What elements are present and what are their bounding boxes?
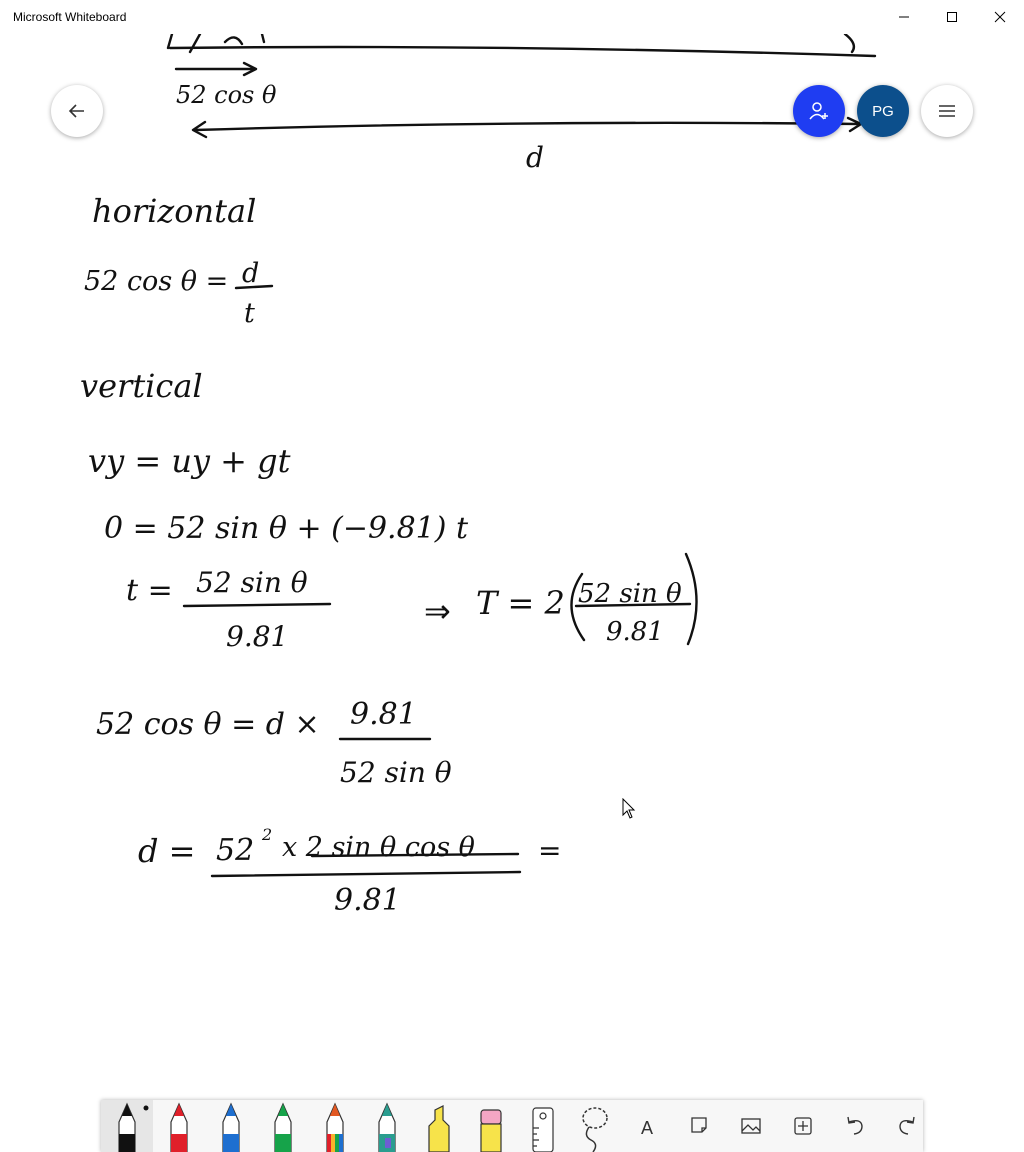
pen-icon <box>153 1100 205 1152</box>
close-button[interactable] <box>976 0 1024 34</box>
lasso-select-tool[interactable] <box>569 1100 621 1152</box>
invite-button[interactable] <box>793 85 845 137</box>
equation-3-num: 52 sin θ <box>196 566 308 599</box>
plus-box-icon <box>777 1100 829 1152</box>
horizontal-eq-den: t <box>244 298 255 329</box>
eraser-icon <box>465 1100 517 1152</box>
image-tool[interactable] <box>725 1100 777 1152</box>
maximize-icon <box>946 11 958 23</box>
user-avatar[interactable] <box>857 85 909 137</box>
horizontal-heading: horizontal <box>92 192 257 230</box>
undo-icon <box>829 1100 881 1152</box>
pen-icon <box>257 1100 309 1152</box>
blue-pen-tool[interactable] <box>205 1100 257 1152</box>
close-icon <box>994 11 1006 23</box>
whiteboard-canvas[interactable] <box>0 34 1024 1152</box>
galaxy-pen-tool[interactable] <box>361 1100 413 1152</box>
title-bar <box>0 0 1024 34</box>
menu-button[interactable] <box>921 85 973 137</box>
green-pen-tool[interactable] <box>257 1100 309 1152</box>
lasso-icon <box>569 1100 621 1152</box>
horizontal-eq-lhs: 52 cos θ = <box>84 266 229 297</box>
redo-icon <box>881 1100 933 1152</box>
hamburger-menu-icon <box>937 101 957 121</box>
close-paren <box>686 554 697 644</box>
black-pen-tool[interactable] <box>101 1100 153 1152</box>
insert-tool[interactable] <box>777 1100 829 1152</box>
inking-toolbar <box>101 1100 923 1152</box>
pen-icon <box>101 1100 153 1152</box>
equation-4-lhs: T = 2 <box>476 584 565 622</box>
line-top-label: 52 cos θ <box>176 81 277 109</box>
redo-button[interactable] <box>881 1100 933 1152</box>
equation-6-lhs: d = <box>138 832 196 870</box>
equation-5-num: 9.81 <box>350 697 417 732</box>
image-icon <box>725 1100 777 1152</box>
mouse-cursor-icon <box>622 798 638 822</box>
ink-layer <box>0 34 1024 1152</box>
eraser-tool[interactable] <box>465 1100 517 1152</box>
equation-6-num-a: 52 <box>216 833 255 868</box>
equation-3-den: 9.81 <box>226 620 289 653</box>
minimize-button[interactable] <box>880 0 928 34</box>
pen-icon <box>309 1100 361 1152</box>
equation-2: 0 = 52 sin θ + (−9.81) t <box>104 511 469 546</box>
ruler-icon <box>517 1100 569 1152</box>
maximize-button[interactable] <box>928 0 976 34</box>
pen-icon <box>205 1100 257 1152</box>
horizontal-eq-num: d <box>242 258 260 289</box>
red-pen-tool[interactable] <box>153 1100 205 1152</box>
avatar-initials: PG <box>872 102 894 120</box>
arrow-left-icon <box>67 101 87 121</box>
text-tool[interactable] <box>621 1100 673 1152</box>
projectile-diagram <box>168 34 875 174</box>
vertical-heading: vertical <box>80 367 203 405</box>
equation-5-lhs: 52 cos θ = d × <box>96 707 320 742</box>
distance-label: d <box>526 141 544 174</box>
implies-arrow: ⇒ <box>424 592 451 630</box>
add-person-icon <box>808 100 830 122</box>
text-tool-glyph: A <box>640 1118 654 1138</box>
window-controls <box>880 0 1024 34</box>
rainbow-pen-tool[interactable] <box>309 1100 361 1152</box>
equation-6-den: 9.81 <box>334 883 401 918</box>
window-title: Microsoft Whiteboard <box>13 10 127 24</box>
equation-3-lhs: t = <box>126 573 173 608</box>
highlighter-tool[interactable] <box>413 1100 465 1152</box>
back-button[interactable] <box>51 85 103 137</box>
equation-6-num-b: x 2 sin θ cos θ <box>282 832 475 863</box>
minimize-icon <box>898 11 910 23</box>
sticky-note-icon <box>673 1100 725 1152</box>
equation-4-num: 52 sin θ <box>578 579 682 609</box>
equation-5-den: 52 sin θ <box>340 756 452 789</box>
fraction-bar <box>184 604 330 606</box>
highlighter-icon <box>413 1100 465 1152</box>
equation-4-den: 9.81 <box>606 617 664 647</box>
pen-icon <box>361 1100 413 1152</box>
note-tool[interactable] <box>673 1100 725 1152</box>
undo-button[interactable] <box>829 1100 881 1152</box>
equation-6-tail: = <box>538 834 562 867</box>
equation-6-exponent: 2 <box>262 825 273 844</box>
ruler-tool[interactable] <box>517 1100 569 1152</box>
text-icon <box>621 1100 673 1152</box>
equation-1: vy = uy + gt <box>88 442 291 480</box>
